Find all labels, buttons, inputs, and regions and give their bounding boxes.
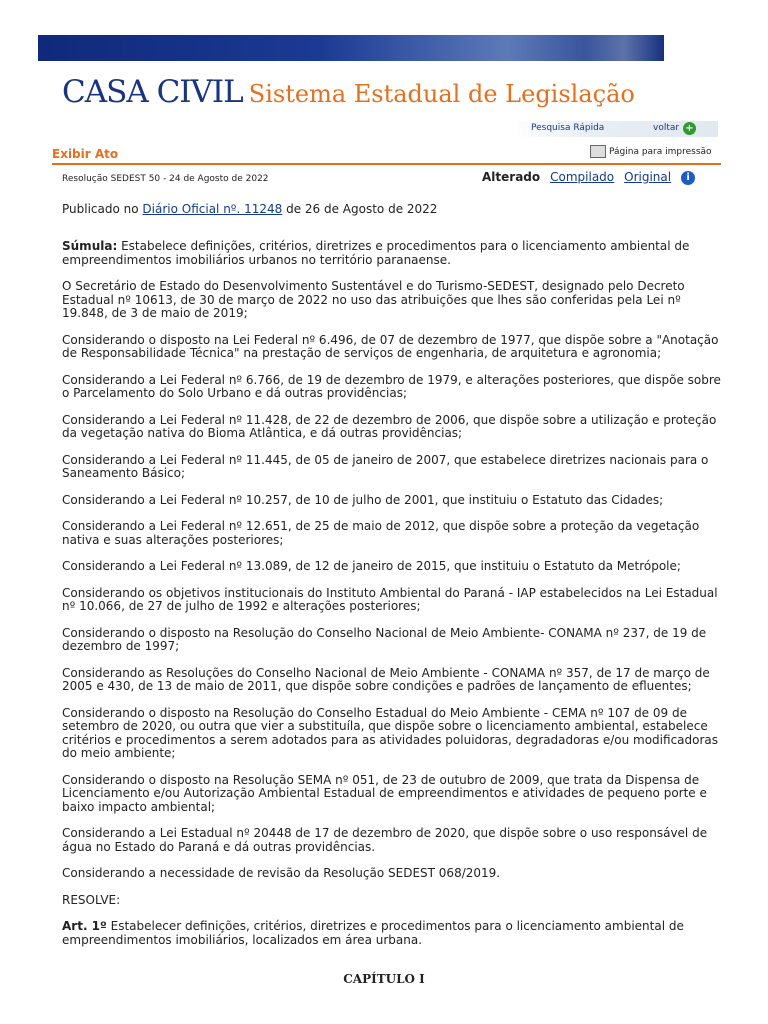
paragraph: Considerando a Lei Federal nº 11.445, de 05 de janeiro de 2007, que estabelece diretrizes nacionais para o Saneamento Básico; bbox=[62, 452, 709, 480]
sumula-text: Estabelece definições, critérios, diretrizes e procedimentos para o licenciamento ambiental de empreendimentos imobiliários urbanos no território paranaense. bbox=[62, 239, 690, 267]
version-original-link[interactable]: Original bbox=[624, 170, 672, 184]
sumula-label: Súmula: bbox=[62, 239, 118, 253]
paragraph: Considerando a Lei Federal nº 12.651, de 25 de maio de 2012, que dispõe sobre a proteção da vegetação nativa e suas alterações posteriores; bbox=[62, 519, 700, 547]
print-link[interactable] bbox=[590, 145, 712, 158]
article-1-text: Estabelecer definições, critérios, diretrizes e procedimentos para o licenciamento ambiental de empreendimentos imobiliários, localizados em área urbana. bbox=[62, 919, 684, 947]
version-current: Alterado bbox=[482, 170, 541, 184]
header-banner bbox=[38, 35, 664, 61]
act-body bbox=[62, 240, 722, 960]
publication-prefix: Publicado no bbox=[62, 202, 143, 216]
publication-suffix: de 26 de Agosto de 2022 bbox=[282, 202, 438, 216]
chapter-heading: CAPÍTULO I bbox=[343, 972, 425, 986]
print-label[interactable]: Página para impressão bbox=[609, 147, 712, 157]
paragraph: Considerando o disposto na Resolução do Conselho Estadual do Meio Ambiente - CEMA nº 107 de 09 de setembro de 2020, ou outra que vier a substituíla, que dispõe sobre o licenciamento ambiental, estabelece critérios e procedimentos a serem adotados para as atividades poluidoras, degradadoras e/ou modificadoras do meio ambiente; bbox=[62, 705, 719, 760]
paragraph: Considerando o disposto na Resolução do Conselho Nacional de Meio Ambiente- CONAMA nº 237, de 19 de dezembro de 1997; bbox=[62, 625, 707, 653]
plus-icon[interactable]: + bbox=[683, 122, 696, 135]
paragraph: Considerando a necessidade de revisão da Resolução SEDEST 068/2019. bbox=[62, 866, 501, 880]
system-name: Sistema Estadual de Legislação bbox=[248, 80, 635, 108]
version-compiled-link[interactable]: Compilado bbox=[550, 170, 615, 184]
publication-line bbox=[62, 202, 437, 216]
paragraph: Considerando o disposto na Lei Federal nº 6.496, de 07 de dezembro de 1977, que dispõe sobre a "Anotação de Responsabilidade Técnica" na prestação de serviços de engenharia, de arquitetura e agronomia; bbox=[62, 332, 719, 360]
version-selector bbox=[482, 170, 695, 185]
paragraph: Considerando a Lei Federal nº 13.089, de 12 de janeiro de 2015, que instituiu o Estatuto da Metrópole; bbox=[62, 559, 681, 573]
paragraph: Considerando as Resoluções do Conselho Nacional de Meio Ambiente - CONAMA nº 357, de 17 de março de 2005 e 430, de 13 de maio de 2011, que dispõe sobre condições e padrões de lançamento de efluentes; bbox=[62, 665, 710, 693]
quick-search-link[interactable]: Pesquisa Rápida bbox=[531, 123, 605, 133]
article-1 bbox=[62, 920, 722, 947]
diario-oficial-link[interactable]: Diário Oficial nº. 11248 bbox=[142, 202, 283, 216]
paragraph: Considerando a Lei Estadual nº 20448 de 17 de dezembro de 2020, que dispõe sobre o uso responsável de água no Estado do Paraná e dá outras providências. bbox=[62, 826, 708, 854]
paragraph: Considerando a Lei Federal nº 10.257, de 10 de julho de 2001, que instituiu o Estatuto das Cidades; bbox=[62, 492, 664, 507]
paragraph: Considerando os objetivos institucionais do Instituto Ambiental do Paraná - IAP estabelecidos na Lei Estadual nº 10.066, de 27 de julho de 1992 e alterações posteriores; bbox=[62, 585, 718, 613]
banner-stripe bbox=[584, 35, 664, 61]
resolution-title: Resolução SEDEST 50 - 24 de Agosto de 2022 bbox=[62, 174, 269, 184]
back-link[interactable]: voltar bbox=[653, 123, 680, 133]
printer-icon[interactable] bbox=[590, 145, 606, 158]
section-title: Exibir Ato bbox=[52, 147, 119, 161]
quick-bar bbox=[510, 121, 718, 137]
paragraph: O Secretário de Estado do Desenvolvimento Sustentável e do Turismo-SEDEST, designado pelo Decreto Estadual nº 10613, de 30 de março de 2022 no uso das atribuições que lhes são conferidas pela Lei nº 19.848, de 3 de maio de 2019; bbox=[62, 279, 685, 320]
paragraph: Considerando o disposto na Resolução SEMA nº 051, de 23 de outubro de 2009, que trata da Dispensa de Licenciamento e/ou Autorização Ambiental Estadual de empreendimentos e atividades de pequeno porte e baixo impacto ambiental; bbox=[62, 772, 707, 814]
divider bbox=[52, 163, 721, 165]
sumula bbox=[62, 240, 722, 267]
info-icon[interactable]: i bbox=[681, 171, 695, 185]
site-logo[interactable] bbox=[62, 74, 635, 110]
brand-name: CASA CIVIL bbox=[62, 74, 243, 110]
article-1-label: Art. 1º bbox=[62, 919, 107, 933]
paragraph: Considerando a Lei Federal nº 11.428, de 22 de dezembro de 2006, que dispõe sobre a utilização e proteção da vegetação nativa do Bioma Atlântica, e dá outras providências; bbox=[62, 412, 717, 440]
paragraph: RESOLVE: bbox=[62, 892, 121, 907]
paragraph: Considerando a Lei Federal nº 6.766, de 19 de dezembro de 1979, e alterações posteriores, que dispõe sobre o Parcelamento do Solo Urbano e dá outras providências; bbox=[62, 372, 721, 400]
